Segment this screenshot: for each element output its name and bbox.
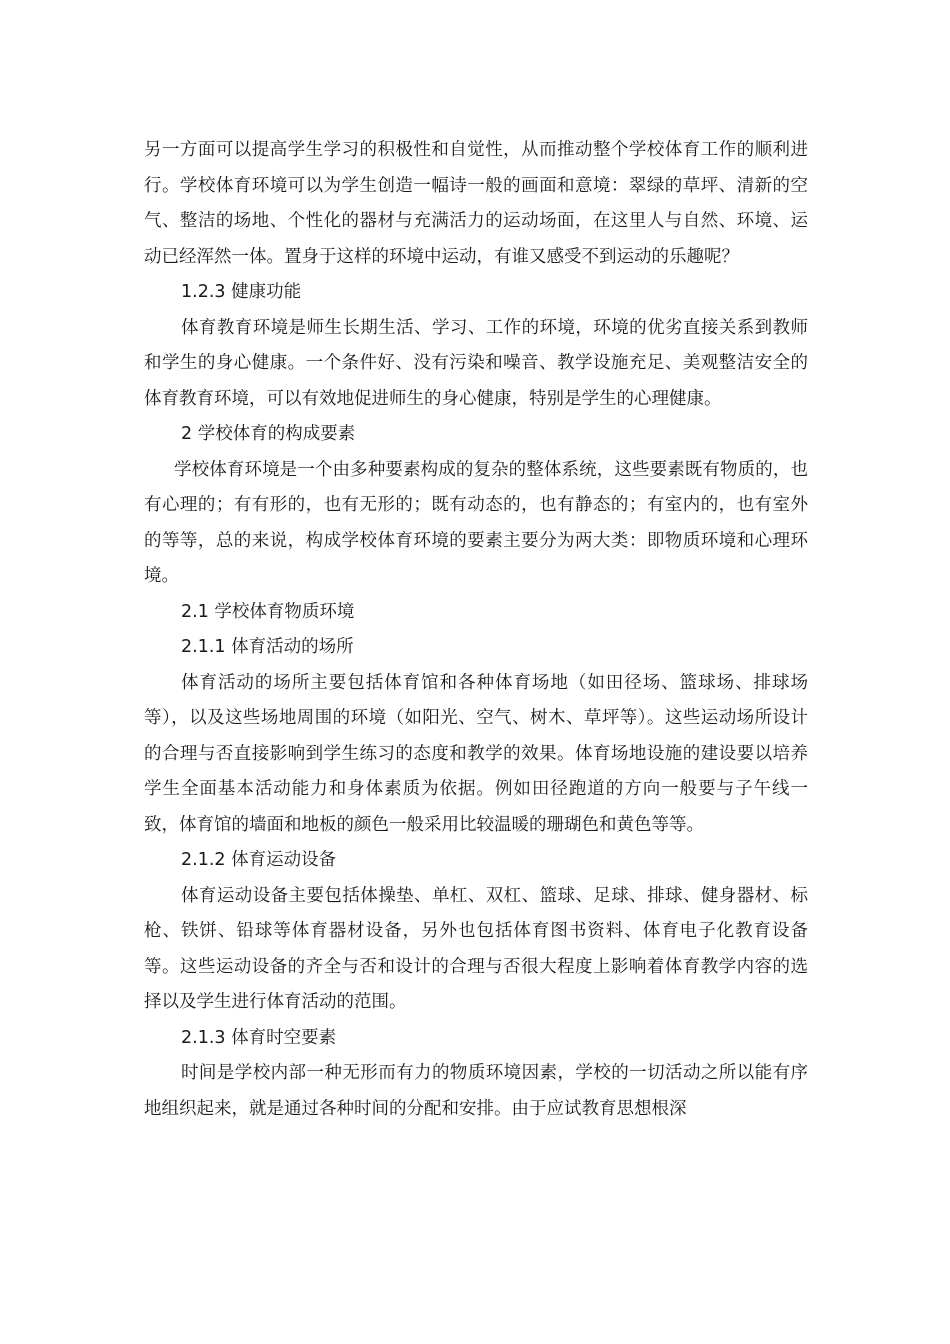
document-body (144, 133, 808, 1127)
paragraph-sports-venues: 体育活动的场所主要包括体育馆和各种体育场地（如田径场、篮球场、排球场等），以及这些场地周围的环境（如阳光、空气、树木、草坪等）。这些运动场所设计的合理与否直接影响到学生练习的态度和教学的效果。体育场地设施的建设要以培养学生全面基本活动能力和身体素质为依据。例如田径跑道的方向一般要与子午线一致，体育馆的墙面和地板的颜色一般采用比较温暖的珊瑚色和黄色等等。 (144, 672, 808, 835)
section-heading-1-2-3: 1.2.3 健康功能 (181, 282, 302, 302)
section-heading-2-1-3: 2.1.3 体育时空要素 (181, 1027, 337, 1048)
section-heading-2-1-1: 2.1.1 体育活动的场所 (181, 637, 354, 657)
section-heading-2-1-2: 2.1.2 体育运动设备 (181, 850, 337, 870)
paragraph-health-function: 体育教育环境是师生长期生活、学习、工作的环境，环境的优劣直接关系到教师和学生的身心健康。一个条件好、没有污染和噪音、教学设施充足、美观整洁安全的体育教育环境，可以有效地促进师生的身心健康，特别是学生的心理健康。 (144, 317, 808, 409)
paragraph-intro-continuation: 另一方面可以提高学生学习的积极性和自觉性，从而推动整个学校体育工作的顺利进行。学校体育环境可以为学生创造一幅诗一般的画面和意境：翠绿的草坪、清新的空气、整洁的场地、个性化的器材与充满活力的运动场面，在这里人与自然、环境、运动已经浑然一体。置身于这样的环境中运动，有谁又感受不到运动的乐趣呢？ (144, 140, 808, 267)
paragraph-sports-equipment: 体育运动设备主要包括体操垫、单杠、双杠、篮球、足球、排球、健身器材、标枪、铁饼、铅球等体育器材设备，另外也包括体育图书资料、体育电子化教育设备等。这些运动设备的齐全与否和设计的合理与否很大程度上影响着体育教学内容的选择以及学生进行体育活动的范围。 (144, 885, 808, 1012)
section-heading-2-1: 2.1 学校体育物质环境 (181, 601, 355, 622)
paragraph-time-space: 时间是学校内部一种无形而有力的物质环境因素，学校的一切活动之所以能有序地组织起来，就是通过各种时间的分配和安排。由于应试教育思想根深 (144, 1063, 808, 1119)
section-heading-2: 2 学校体育的构成要素 (181, 424, 356, 444)
paragraph-elements-overview: 学校体育环境是一个由多种要素构成的复杂的整体系统，这些要素既有物质的，也有心理的；有有形的，也有无形的；既有动态的，也有静态的；有室内的，也有室外的等等，总的来说，构成学校体育环境的要素主要分为两大类：即物质环境和心理环境。 (144, 459, 808, 586)
